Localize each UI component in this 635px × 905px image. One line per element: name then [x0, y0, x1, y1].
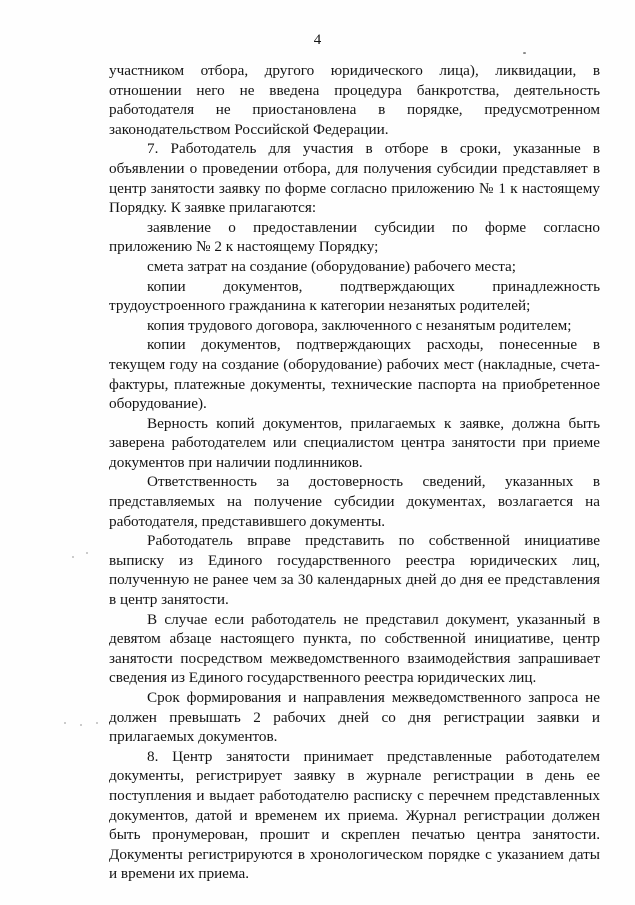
scan-speck	[86, 552, 88, 554]
paragraph: В случае если работодатель не представил документ, указанный в девятом абзаце настоящего пункта, по собственной инициативе, центр занятости посредством межведомственного взаимодействия запрашивает сведения из Единого государственного реестра юридических лиц.	[109, 610, 600, 687]
scan-speck	[96, 722, 98, 724]
paragraph: заявление о предоставлении субсидии по форме согласно приложению № 2 к настоящему Порядку;	[109, 218, 600, 256]
paragraph: копии документов, подтверждающих принадлежность трудоустроенного гражданина к категории незанятых родителей;	[109, 277, 600, 315]
scan-speck	[64, 722, 66, 724]
paragraph: 7. Работодатель для участия в отборе в сроки, указанные в объявлении о проведении отбора, для получения субсидии представляет в центр занятости заявку по форме согласно приложению № 1 к настоящему Порядку. К заявке прилагаются:	[109, 140, 600, 217]
scan-speck	[80, 724, 82, 726]
paragraph: копия трудового договора, заключенного с незанятым родителем;	[147, 316, 572, 334]
scan-speck	[72, 556, 74, 558]
page-number: 4	[313, 32, 322, 48]
paragraph: 8. Центр занятости принимает представленные работодателем документы, регистрирует заявку в журнале регистрации в день ее поступления и выдает работодателю расписку с перечнем представленных документов, датой и временем их приема. Журнал регистрации должен быть пронумерован, прошит и скреплен печатью центра занятости. Документы регистрируются в хронологическом порядке с указанием даты и времени их приема.	[109, 747, 600, 883]
paragraph: Верность копий документов, прилагаемых к заявке, должна быть заверена работодателем или специалистом центра занятости при приеме документов при наличии подлинников.	[109, 414, 600, 471]
document-body	[109, 61, 600, 884]
paragraph: Работодатель вправе представить по собственной инициативе выписку из Единого государственного реестра юридических лиц, полученную не ранее чем за 30 календарных дней до дня ее представления в центр занятости.	[109, 532, 600, 609]
paragraph: Срок формирования и направления межведомственного запроса не должен превышать 2 рабочих дней со дня регистрации заявки и прилагаемых документов.	[109, 689, 600, 746]
paragraph: копии документов, подтверждающих расходы, понесенные в текущем году на создание (оборудование) рабочих мест (накладные, счета-фактуры, платежные документы, технические паспорта на приобретенное оборудование).	[109, 336, 600, 413]
paragraph: Ответственность за достоверность сведений, указанных в представляемых на получение субсидии документах, возлагается на работодателя, представившего документы.	[109, 473, 600, 530]
paragraph: смета затрат на создание (оборудование) рабочего места;	[147, 257, 517, 275]
scan-speck	[523, 52, 526, 54]
paragraph: участником отбора, другого юридического лица), ликвидации, в отношении него не введена процедура банкротства, деятельность работодателя не приостановлена в порядке, предусмотренном законодательством Российской Федерации.	[109, 62, 600, 138]
